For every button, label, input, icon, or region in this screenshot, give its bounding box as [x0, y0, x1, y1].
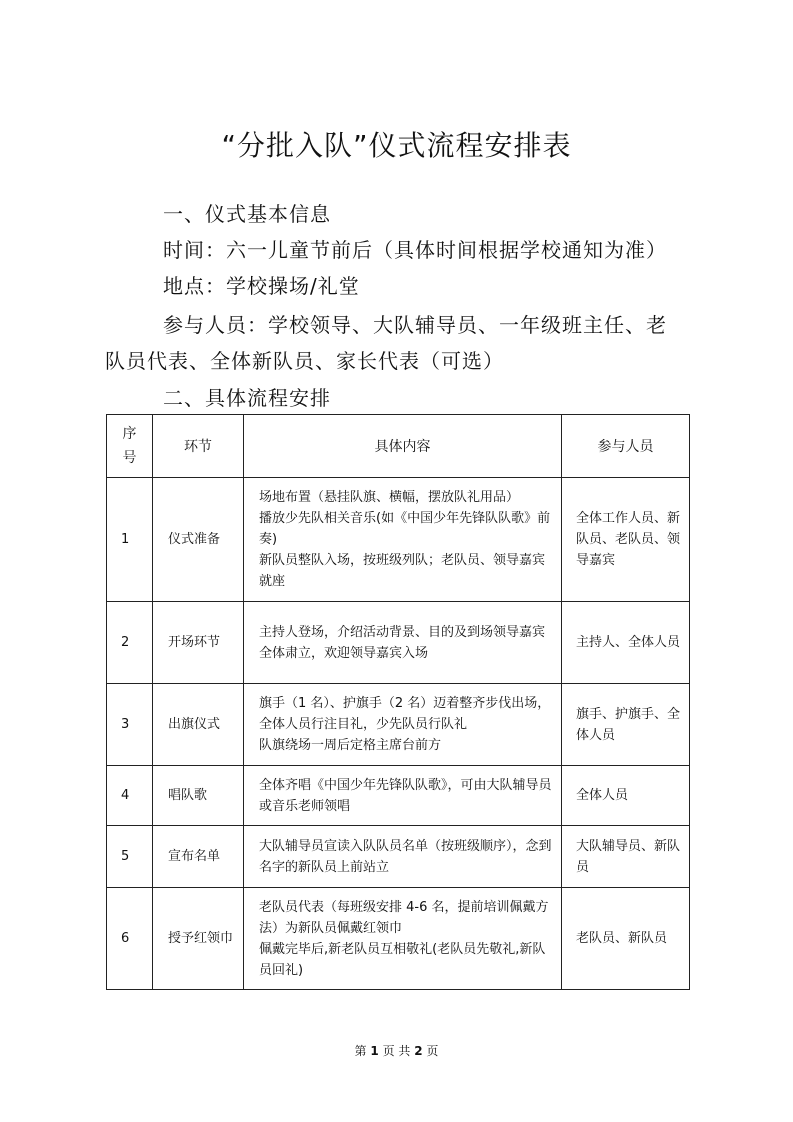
row-people: 旗手、护旗手、全体人员 [562, 684, 690, 766]
row-people: 大队辅导员、新队员 [562, 826, 690, 888]
row-num: 5 [107, 826, 153, 888]
content-line: 场地布置（悬挂队旗、横幅，摆放队礼用品） [259, 490, 520, 505]
row-content [244, 684, 562, 766]
section2-heading: 二、具体流程安排 [163, 386, 331, 410]
row-people: 主持人、全体人员 [562, 602, 690, 684]
header-people: 参与人员 [562, 415, 690, 478]
table-row [107, 684, 690, 766]
row-people: 全体工作人员、新队员、老队员、领导嘉宾 [562, 478, 690, 602]
content-line: 大队辅导员宣读入队队员名单（按班级顺序），念到名字的新队员上前站立 [259, 838, 552, 875]
row-step: 开场环节 [153, 602, 244, 684]
header-num: 序号 [107, 415, 153, 478]
table-row [107, 602, 690, 684]
table-row [107, 888, 690, 990]
content-line: 全体肃立，欢迎领导嘉宾入场 [259, 645, 429, 661]
row-num: 2 [107, 602, 153, 684]
content-line: 主持人登场，介绍活动背景、目的及到场领导嘉宾 [259, 624, 546, 640]
row-step: 出旗仪式 [153, 684, 244, 766]
total-pages-number: 2 [414, 1044, 423, 1058]
row-num: 1 [107, 478, 153, 602]
content-line: 老队员代表（每班级安排 4-6 名，提前培训佩戴方法）为新队员佩戴红领巾 [259, 899, 549, 936]
row-content [244, 888, 562, 990]
content-line: 佩戴完毕后,新老队员互相敬礼(老队员先敬礼,新队员回礼) [259, 941, 546, 978]
row-step: 仪式准备 [153, 478, 244, 602]
content-line: 播放少先队相关音乐(如《中国少年先锋队队歌》前奏) [259, 511, 551, 547]
document-title: “分批入队”仪式流程安排表 [221, 129, 572, 162]
flow-table [106, 414, 690, 990]
content-line: 队旗绕场一周后定格主席台前方 [259, 738, 442, 753]
row-content [244, 766, 562, 826]
row-step: 宣布名单 [153, 826, 244, 888]
row-num: 6 [107, 888, 153, 990]
time-line: 时间：六一儿童节前后（具体时间根据学校通知为准） [163, 238, 667, 262]
header-content: 具体内容 [244, 415, 562, 478]
row-step: 唱队歌 [153, 766, 244, 826]
row-people: 全体人员 [562, 766, 690, 826]
table-row [107, 826, 690, 888]
content-line: 新队员整队入场，按班级列队；老队员、领导嘉宾就座 [259, 553, 546, 589]
participants-line: 参与人员：学校领导、大队辅导员、一年级班主任、老 [163, 313, 667, 337]
content-line: 全体齐唱《中国少年先锋队队歌》，可由大队辅导员或音乐老师领唱 [259, 777, 552, 814]
row-content [244, 602, 562, 684]
table-row [107, 766, 690, 826]
place-line: 地点：学校操场/礼堂 [163, 274, 360, 298]
section1-heading: 一、仪式基本信息 [163, 202, 331, 226]
table-row [107, 478, 690, 602]
row-content [244, 478, 562, 602]
row-num: 3 [107, 684, 153, 766]
row-step: 授予红领巾 [153, 888, 244, 990]
current-page-number: 1 [370, 1044, 379, 1058]
row-num: 4 [107, 766, 153, 826]
content-line: 旗手（1 名）、护旗手（2 名）迈着整齐步伐出场，全体人员行注目礼，少先队员行队礼 [259, 696, 551, 732]
header-step: 环节 [153, 415, 244, 478]
row-people: 老队员、新队员 [562, 888, 690, 990]
page-footer: 第 1 页 共 2 页 [354, 1044, 439, 1058]
table-header-row [107, 415, 690, 478]
participants-line-continued: 队员代表、全体新队员、家长代表（可选） [105, 349, 504, 373]
row-content [244, 826, 562, 888]
